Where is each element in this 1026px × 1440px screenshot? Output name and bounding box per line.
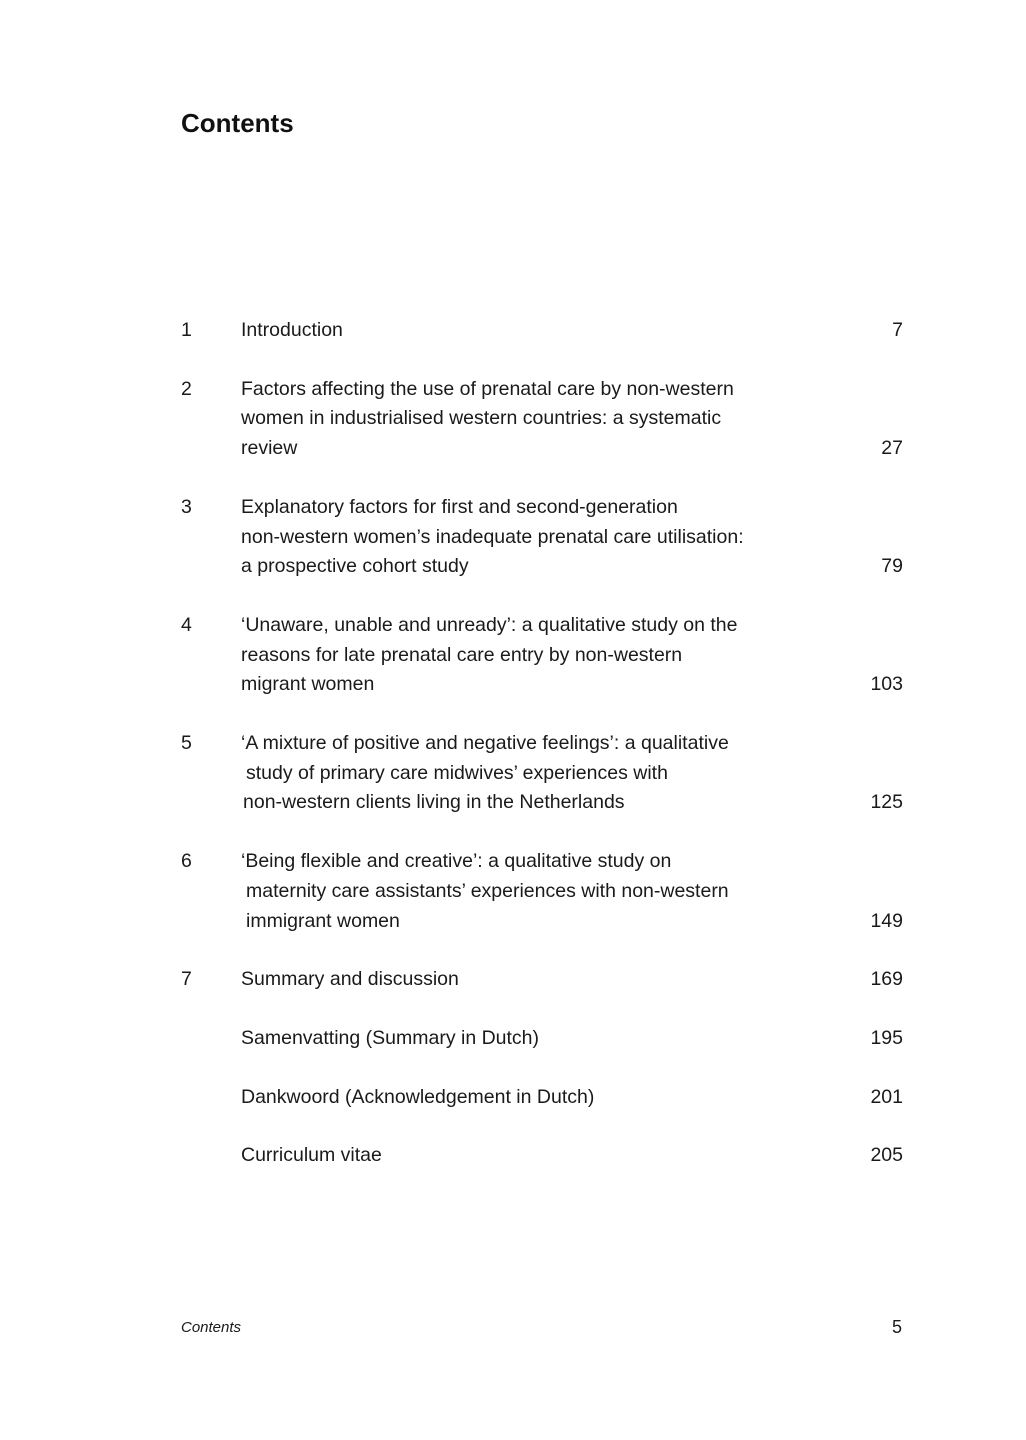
chapter-title [241, 1083, 823, 1113]
chapter-title-line: study of primary care midwives’ experiences with [246, 761, 668, 784]
toc-entry [181, 316, 903, 346]
chapter-title-line: Samenvatting (Summary in Dutch) [241, 1026, 540, 1049]
chapter-title-line: ‘Being flexible and creative’: a qualitative study on [241, 850, 672, 873]
chapter-title [241, 1141, 823, 1171]
footer-page-number: 5 [891, 1317, 902, 1337]
toc-entry [181, 729, 903, 818]
chapter-title-line: ‘A mixture of positive and negative feelings’: a qualitative [241, 732, 729, 755]
page-number: 27 [881, 437, 903, 460]
chapter-title-line: immigrant women [246, 909, 400, 932]
toc-entry [181, 1024, 903, 1054]
chapter-title-line: a prospective cohort study [241, 555, 469, 578]
chapter-title [241, 1024, 823, 1054]
page-title: Contents [181, 108, 294, 138]
chapter-number: 6 [181, 850, 192, 873]
page-number: 201 [870, 1085, 903, 1108]
toc-entry [181, 847, 903, 936]
chapter-title-line: Curriculum vitae [241, 1144, 382, 1167]
chapter-title-line: Introduction [241, 319, 343, 341]
page-number: 125 [870, 791, 903, 814]
page-number: 195 [870, 1026, 903, 1049]
toc-entry [181, 965, 903, 995]
chapter-title [241, 965, 823, 995]
chapter-number: 3 [181, 495, 192, 518]
chapter-title-line: reasons for late prenatal care entry by non-western [241, 643, 683, 666]
chapter-title-line: Dankwoord (Acknowledgement in Dutch) [241, 1085, 595, 1108]
page-number: 103 [870, 673, 903, 696]
page-number: 169 [870, 968, 903, 991]
chapter-title-line: Explanatory factors for first and second-generation [241, 495, 678, 518]
table-of-contents [181, 316, 903, 1200]
page-number: 7 [892, 319, 903, 341]
chapter-title-line: maternity care assistants’ experiences with non-western [246, 879, 729, 902]
chapter-title-line: migrant women [241, 673, 375, 696]
chapter-number: 5 [181, 732, 192, 755]
toc-entry [181, 375, 903, 464]
chapter-title [241, 847, 823, 936]
chapter-title-line: non-western women’s inadequate prenatal care utilisation: [241, 525, 744, 548]
page-number: 79 [881, 555, 903, 578]
chapter-title [241, 316, 823, 346]
page-number: 205 [870, 1144, 903, 1167]
chapter-title [241, 493, 823, 582]
running-footer-label: Contents [181, 1319, 242, 1336]
page-number: 149 [870, 909, 903, 932]
chapter-number: 4 [181, 613, 192, 636]
chapter-title [241, 611, 823, 700]
chapter-number: 7 [181, 968, 192, 991]
chapter-title-line: ‘Unaware, unable and unready’: a qualitative study on the [241, 613, 738, 636]
chapter-number: 2 [181, 377, 192, 400]
chapter-title-line: Summary and discussion [241, 968, 459, 991]
toc-entry [181, 611, 903, 700]
chapter-title-line: Factors affecting the use of prenatal care by non-western [241, 377, 734, 400]
toc-entry [181, 1141, 903, 1171]
chapter-title-line: women in industrialised western countries: a systematic [241, 407, 722, 430]
chapter-title-line: non-western clients living in the Netherlands [243, 791, 625, 814]
chapter-number: 1 [181, 319, 192, 341]
chapter-title [241, 729, 823, 818]
toc-entry [181, 1083, 903, 1113]
chapter-title-line: review [241, 437, 298, 460]
toc-entry [181, 493, 903, 582]
chapter-title [241, 375, 823, 464]
